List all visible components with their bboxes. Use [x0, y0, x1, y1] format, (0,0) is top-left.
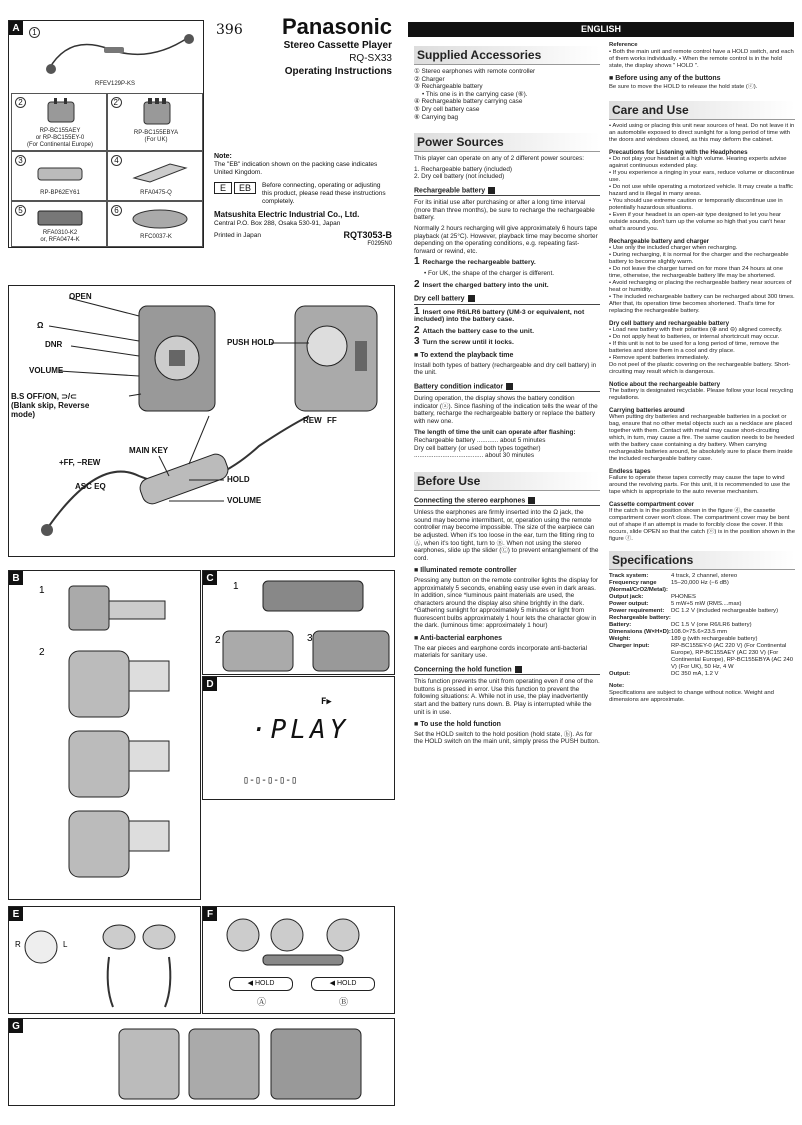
svg-text:2: 2 [215, 635, 221, 646]
hold-switch-illustration [203, 907, 395, 967]
blank-skip-label: B.S OFF/ON, ⊃/⊂ (Blank skip, Reverse mode) [11, 392, 90, 419]
earphones-icon [39, 29, 199, 77]
region-code-eb: EB [234, 182, 256, 194]
battery-condition-text: During operation, the display shows the battery condition indicator (ⓐ). Since flashing of the indication tells the wear of the battery, recharge the rechargeable battery or replace the battery with new one. [414, 395, 598, 425]
position-a-label: Ⓐ [257, 997, 267, 1007]
spec-row: Dimensions (W×H×D): 108.0×75.6×23.5 mm [609, 629, 728, 635]
spec-note-text: Specifications are subject to change without notice. Weight and dimensions are approximate. [609, 690, 774, 703]
company-name: Matsushita Electric Industrial Co., Ltd. [214, 210, 360, 219]
before-buttons-text: Be sure to move the HOLD to release the hold state (ⓒ). [609, 84, 758, 90]
dnr-label: DNR [45, 340, 63, 349]
power-list-item: 1. Rechargeable battery (included) [414, 165, 513, 173]
play-display: ·PLAY [251, 715, 350, 745]
flash-time-row: Dry cell battery (or used both types together) [414, 444, 541, 452]
dry-step-2: 2 Attach the battery case to the unit. [414, 324, 534, 336]
accessory-cell-charger [11, 93, 107, 151]
supplied-item: ③ Rechargeable battery [414, 83, 483, 91]
dry-rechargeable-tail: Do not peel of the plastic covering on the rechargeable battery. Short-circuiting may result which is dangerous. [609, 362, 791, 375]
hold-switch-a: ◀ HOLD [229, 977, 293, 991]
panel-a-accessories [8, 20, 204, 248]
extend-playback-text: Install both types of battery (rechargeable and dry cell battery) in the unit. [414, 361, 597, 377]
before-reading-text: Before connecting, operating or adjusting this product, please read these instructions completely. [262, 182, 386, 205]
text-column-right [609, 42, 795, 707]
position-b-label: Ⓑ [339, 997, 349, 1007]
list-item: • During recharging, it is normal for the charger and the rechargeable battery to become slightly warm. [609, 252, 795, 266]
spec-row: Weight: 189 g (with rechargeable battery) [609, 636, 758, 642]
accessory-cell-charger-uk [107, 93, 203, 151]
main-key-label: MAIN KEY [129, 446, 169, 455]
dry-step-1: 1 Insert one R6/LR6 battery (UM-3 or equivalent, not included) into the battery case. [414, 305, 585, 324]
reference-text: • Both the main unit and remote control have a HOLD switch, and each of them works individually. • When the remote control is in the hold state, the display shows " HOLD ". [609, 49, 794, 69]
before-buttons-head: ■ Before using any of the buttons [609, 75, 795, 82]
asc-eq-label: ASC EQ [75, 482, 106, 491]
item-number: 4 [111, 155, 122, 166]
list-item: • Avoid recharging or placing the rechargeable battery near sources of heat or humidity. [609, 280, 795, 294]
rechargeable-charger-head: Rechargeable battery and charger [609, 238, 710, 245]
company-address: Central P.O. Box 288, Osaka 530-91, Japan [214, 220, 341, 227]
svg-text:1: 1 [233, 581, 239, 592]
list-item: • You should use extreme caution or temporarily discontinue use in potentially hazardous situations. [609, 198, 795, 212]
panel-g-cassette-cover [8, 1018, 395, 1106]
notice-head: Notice about the rechargeable battery [609, 381, 721, 388]
anti-bacterial-head: ■ Anti-bacterial earphones [414, 635, 600, 643]
subhead-hold-function: Concerning the hold function [414, 666, 600, 675]
panel-letter: F [203, 907, 217, 921]
item-number: 2 [15, 97, 26, 108]
list-item: • Do not leave the charger turned on for more than 24 hours at one time, otherwise, the rechargeable battery life may be shortened. [609, 266, 795, 280]
subhead-rechargeable-battery: Rechargeable battery [414, 187, 600, 196]
item-label: RFC0037-K [140, 234, 172, 240]
spec-note-head: Note: [609, 683, 625, 689]
doc-title: Operating Instructions [284, 66, 392, 77]
item-label: RP-BP62EY61 [40, 190, 80, 196]
reference-head: Reference [609, 42, 638, 48]
list-item: • Load new battery with their polarities (⊕ and ⊖) aligned correctly. [609, 327, 795, 334]
endless-tapes-text: Failure to operate these tapes correctly may cause the tape to wind around the revolving parts. For this unit, it is recommended to use the tape which is appropriate to the auto reverse mechanism. [609, 475, 791, 495]
cassette-cover-illustration [9, 1019, 395, 1106]
carrying-bag-icon [130, 208, 190, 230]
section-before-use: Before Use [414, 472, 600, 491]
spec-row: Output jack: PHONES [609, 594, 696, 600]
handwritten-note: 396 [216, 22, 243, 38]
item-number: 5 [15, 205, 26, 216]
item-label: RFA0310-K2 or, RFA0474-K [40, 230, 80, 243]
spec-row: Output: DC 350 mA, 1.2 V [609, 671, 719, 677]
recharging-illustration [9, 571, 201, 900]
list-item: • Use only the included charger when recharging. [609, 245, 795, 252]
headphone-jack-label: Ω [37, 321, 44, 330]
spec-row: Power requirement: Rechargeable battery: DC 1.2 V (included rechargeable battery) [609, 608, 779, 621]
svg-text:R: R [15, 940, 21, 949]
brand-logo: Panasonic [281, 14, 392, 39]
accessory-cell-dry-case [11, 201, 107, 247]
item-label: RP-BC155AEY or RP-BC155EY-0 (For Continental Europe) [26, 128, 94, 148]
illuminated-remote-head: ■ Illuminated remote controller [414, 567, 600, 575]
supplied-item: ⑤ Dry cell battery case [414, 105, 480, 113]
supplied-item: ④ Rechargeable battery carrying case [414, 98, 523, 106]
volume-label: VOLUME [29, 366, 64, 375]
subhead-dry-cell: Dry cell battery [414, 295, 600, 304]
controls-diagram [8, 285, 395, 557]
panel-letter: C [203, 571, 217, 585]
charger-uk-icon [138, 98, 178, 126]
list-item: • Do not use while operating a motorized vehicle. It may create a traffic hazard and is illegal in many areas. [609, 184, 795, 198]
panel-letter: G [9, 1019, 23, 1033]
spec-row: Frequency range (Normal/CrO2/Metal): 15–20,000 Hz (−6 dB) [609, 580, 729, 593]
earphone-fitting-illustration [9, 907, 201, 1014]
section-care-and-use: Care and Use [609, 101, 795, 120]
open-label: OPEN [69, 292, 92, 301]
use-hold-text: Set the HOLD switch to the hold position (hold state, ⓑ). As for the HOLD switch on the main unit, simply press the PUSH button. [414, 730, 600, 746]
power-intro: This player can operate on any of 2 different power sources: [414, 155, 585, 163]
power-list-item: 2. Dry cell battery (not included) [414, 173, 505, 181]
carrying-head: Carrying batteries around [609, 407, 685, 414]
anti-bacterial-text: The ear pieces and earphone cords incorporate anti-bacterial materials for sanitary use. [414, 644, 588, 660]
list-item: • Even if your headset is an open-air type designed to let you hear outside sounds, don't turn up the volume so high that you can't hear what's around you. [609, 212, 795, 233]
use-hold-head: ■ To use the hold function [414, 721, 600, 729]
supplied-item: • This one is in the carrying case (⑥). [422, 90, 528, 98]
panel-letter: B [9, 571, 23, 585]
rechargeable-charger-list [609, 245, 795, 315]
note-label: Note: [214, 153, 232, 160]
rew-label: REW [303, 416, 322, 425]
illuminated-remote-text: Pressing any button on the remote controller lights the display for approximately 5 seconds, enabling easy use even in dark areas. In addition, since *luminous paint materials are used, the characters around the display also shine brightly in the dark. *Gathering sunlight for approximately 5 minutes or light from fluorescent bulbs approximately 1 hour lets the character glow in the dark. (luminous time: approximately 1 hour) [414, 576, 599, 630]
rechargeable-para: For its initial use after purchasing or after a long time interval (more than three months), be sure to recharge the rechargeable battery. [414, 199, 595, 222]
subhead-connecting-earphones: Connecting the stereo earphones [414, 497, 600, 506]
item-number: 3 [15, 155, 26, 166]
english-banner: ENGLISH [408, 22, 794, 37]
battery-case-icon [130, 158, 190, 184]
precautions-list [609, 156, 795, 233]
dry-step-3: 3 Turn the screw until it locks. [414, 336, 514, 348]
region-code-e: E [214, 182, 232, 194]
list-item: • Do not apply heat to batteries, or internal shortcircuit may occur. [609, 334, 795, 341]
accessory-cell-battery-case [107, 151, 203, 201]
section-specifications: Specifications [609, 551, 795, 570]
list-item: • If you experience a ringing in your ears, reduce volume or discontinue use. [609, 170, 795, 184]
svg-text:1: 1 [39, 585, 45, 596]
hold-function-text: This function prevents the unit from operating even if one of the buttons is pressed in error. Use this function to prevent the following situations: A. While not in use, the play inadvertently start and the battery runs down. B. Play is interrupted while the unit is in use. [414, 678, 594, 716]
panel-letter: A [9, 21, 23, 35]
note-text: The "EB" indication shown on the packing case indicates United Kingdom. [214, 161, 378, 176]
flash-time-row: Rechargeable battery ............ about 5 minutes [414, 437, 546, 445]
dry-cell-illustration [203, 571, 395, 675]
spec-row: Track system: 4 track, 2 channel, stereo [609, 573, 738, 579]
panel-b-recharging [8, 570, 201, 900]
product-line: Stereo Cassette Player [283, 40, 392, 51]
panel-f-hold [202, 906, 395, 1014]
item-label: RFA0475-Q [140, 190, 172, 196]
ff-label: FF [327, 416, 337, 425]
battery-level-indicator: F▶ [321, 697, 332, 707]
item-number: 2' [111, 97, 122, 108]
flash-time-row: ....................................... about 30 minutes [414, 452, 535, 460]
panel-e-earphones [8, 906, 201, 1014]
connecting-text: Unless the earphones are firmly inserted into the Ω jack, the sound may become intermittent, or, operation using the remote controller may become impossible. The size of the earpiece can be adjusted. When it's too loose in the ear, turn the fitting ring to Ⓐ, when it's too tight, turn to Ⓑ. When not using the stereo earphones, slide up the slider (Ⓒ) to prevent entanglement of the cord. [414, 509, 599, 562]
dry-cell-case-icon [36, 208, 86, 228]
spec-row: Charger input: RP-BC155EY-0 (AC 220 V) (For Continental Europe), RP-BC155AEY (AC 230 V) (For Continental Europe), RP-BC155EBYA (AC 240 V) (For UK), 50 Hz, 4 W [609, 643, 794, 670]
dry-rechargeable-list [609, 327, 795, 362]
hold-switch-b: ◀ HOLD [311, 977, 375, 991]
precautions-head: Precautions for Listening with the Headphones [609, 149, 748, 156]
accessory-cell-battery [11, 151, 107, 201]
subhead-battery-condition: Battery condition indicator [414, 383, 600, 392]
rechargeable-battery-icon [36, 164, 86, 184]
text-column-middle [414, 42, 600, 749]
section-power-sources: Power Sources [414, 133, 600, 152]
cassette-player-illustration [9, 286, 395, 557]
printed-in: Printed in Japan [214, 232, 261, 239]
item-label: RFEV129P-KS [94, 81, 136, 87]
notice-text: The battery is designated recyclable. Please follow your local recycling regulations. [609, 388, 794, 401]
accessory-cell-carrying-bag [107, 201, 203, 247]
extend-playback-head: ■ To extend the playback time [414, 352, 600, 360]
svg-text:3: 3 [307, 633, 313, 644]
recharge-step-1: 1 Recharge the rechargeable battery. [414, 256, 536, 268]
rechargeable-para: Normally 2 hours recharging will give approximately 6 hours tape playback (at 25°C). However, playback time may become shorter depending on the operating conditions, e.g. repeating fast-forward or rewind, etc. [414, 225, 598, 255]
model-number: RQ-SX33 [349, 53, 392, 64]
list-item: • If this unit is not to be used for a long period of time, remove the batteries and store them in a cool and dry place. [609, 341, 795, 355]
accessory-cell-earphones [25, 23, 201, 91]
section-supplied-accessories: Supplied Accessories [414, 46, 600, 65]
item-number: 6 [111, 205, 122, 216]
svg-text:2: 2 [39, 647, 45, 658]
remote-volume-label: VOLUME [227, 496, 262, 505]
dry-rechargeable-head: Dry cell battery and rechargeable battery [609, 320, 730, 327]
cassette-cover-head: Cassette compartment cover [609, 501, 694, 508]
supplied-item: ② Charger [414, 75, 445, 83]
care-intro: • Avoid using or placing this unit near sources of heat. Do not leave it in an automobile exposed to direct sunlight for a long period of time with the doors and windows closed, as this may deform the cabinet. [609, 123, 795, 143]
segment-display: ▯-▯-▯-▯-▯ [243, 775, 298, 786]
supplied-item: ① Stereo earphones with remote controller [414, 68, 536, 75]
panel-c-dry-cell [202, 570, 395, 675]
spec-row: Battery: DC 1.5 V (one R6/LR6 battery) [609, 622, 752, 628]
push-hold-label: PUSH HOLD [227, 338, 275, 347]
supplied-item: ⑥ Carrying bag [414, 113, 459, 121]
svg-text:L: L [63, 940, 68, 949]
panel-letter: D [203, 677, 217, 691]
recharge-step-1-note: • For UK, the shape of the charger is different. [424, 270, 555, 278]
list-item: • Do not play your headset at a high volume. Hearing experts advise against continuous extended play. [609, 156, 795, 170]
cassette-cover-text: If the catch is in the position shown in the figure ⓓ, the cassette compartment cover won't close. The compartment cover may be bent out of shape if an attempt is made to forcibly close the cover. If this occurs, slide OPEN so that the catch (ⓔ) is in the position shown in the figure ⓕ. [609, 508, 795, 542]
item-label: RP-BC155EBYA (For UK) [133, 130, 179, 143]
hold-label: HOLD [227, 475, 250, 484]
panel-letter: E [9, 907, 23, 921]
endless-tapes-head: Endless tapes [609, 468, 651, 475]
doc-code: RQT3053-B [343, 230, 392, 240]
charger-icon [42, 98, 82, 126]
spec-row: Power output: 5 mW+5 mW (RMS....max) [609, 601, 742, 607]
panel-d-display [202, 676, 395, 800]
flash-time-head: The length of time the unit can operate after flashing: [414, 429, 576, 437]
doc-subcode: F0295N0 [367, 241, 392, 247]
list-item: • The included rechargeable battery can be recharged about 300 times. After that, its operation time becomes shortened. That's time for replacing the rechargeable battery. [609, 294, 795, 315]
recharge-step-2: 2 Insert the charged battery into the unit. [414, 278, 549, 290]
item-number: 1 [29, 27, 40, 38]
list-item: • Remove spent batteries immediately. [609, 355, 795, 362]
carrying-text: When putting dry batteries and rechargeable batteries in a pocket or bag, ensure that no other metal objects such as a necklace are placed together with them. Contact with metal may cause short-circuiting which, in turn, may cause a fire. The same caution needs to be heeded with the battery case containing a dry battery. When carrying rechargeable batteries around, be absolutely sure to place them inside the included rechargeable battery case. [609, 414, 794, 462]
ff-rew-key-label: +FF, −REW [59, 458, 101, 467]
